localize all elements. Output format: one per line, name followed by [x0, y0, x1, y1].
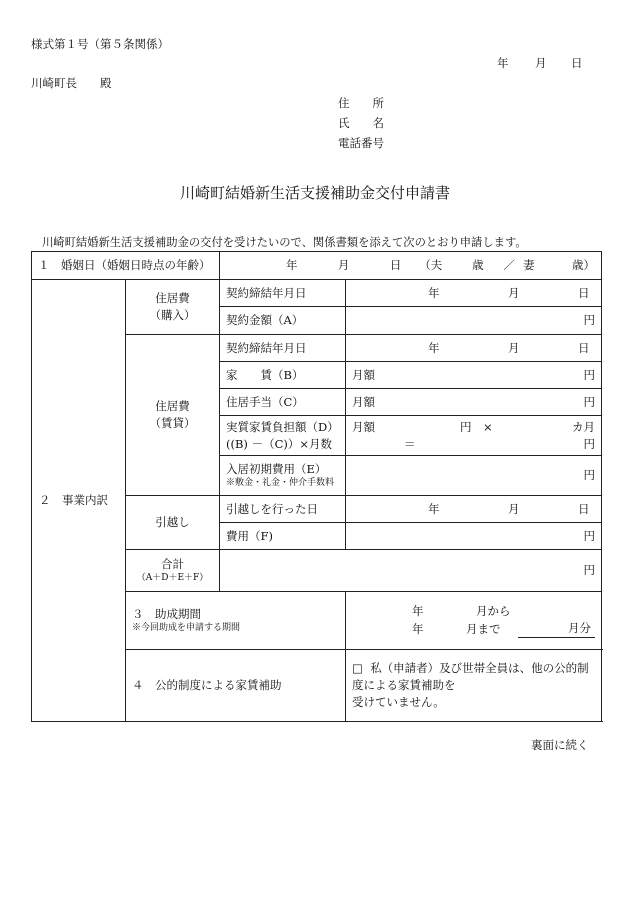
public-rent-assistance-label: ４ 公的制度による家賃補助	[126, 650, 346, 722]
initial-move-in-cost-field[interactable]: 円	[346, 456, 602, 496]
purchase-contract-date-row	[32, 280, 602, 307]
addressee: 川崎町長 殿	[31, 76, 112, 90]
months-count-field[interactable]: 月分	[518, 620, 595, 638]
rent-category: 住居費 （賃貸）	[126, 335, 220, 496]
initial-move-in-cost-label: 入居初期費用（E） ※敷金・礼金・仲介手数料	[220, 456, 346, 496]
purchase-contract-date-label: 契約締結年月日	[220, 280, 346, 307]
date-month: 月	[535, 56, 547, 70]
subsidy-period-label: ３ 助成期間 ※今回助成を申請する期間	[126, 592, 346, 650]
phone-label: 電話番号	[338, 136, 384, 150]
date-day: 日	[571, 56, 583, 70]
housing-allowance-field[interactable]: 月額 円	[346, 389, 602, 416]
document-title: 川崎町結婚新生活支援補助金交付申請書	[179, 184, 450, 202]
continued-on-back: 裏面に続く	[531, 738, 589, 752]
actual-rent-burden-field[interactable]: 月額 円 × カ月 ＝ 円	[346, 416, 602, 456]
marriage-month: 月	[337, 258, 350, 273]
slash: ／	[503, 258, 515, 273]
housing-allowance-label: 住居手当（C）	[220, 389, 346, 416]
moving-category: 引越し	[126, 496, 220, 550]
date-year: 年	[497, 56, 509, 70]
purchase-category: 住居費 （購入）	[126, 280, 220, 335]
public-rent-assistance-field	[346, 650, 602, 722]
declaration-checkbox[interactable]: □	[352, 661, 363, 676]
marriage-year: 年	[286, 258, 298, 273]
moving-date-label: 引越しを行った日	[220, 496, 346, 523]
form-number: 様式第１号（第５条関係）	[31, 37, 169, 51]
marriage-date-field[interactable]	[220, 252, 602, 280]
rent-contract-date-field[interactable]: 年 月 日	[346, 335, 602, 362]
total-label: 合計 （A＋D＋E＋F）	[126, 550, 220, 592]
total-field[interactable]: 円	[220, 550, 602, 592]
declaration-text-line2: 受けていません。	[352, 694, 445, 709]
intro-text: 川崎町結婚新生活支援補助金の交付を受けたいので、関係書類を添えて次のとおり申請します。	[42, 236, 527, 249]
subsidy-period-field[interactable]: 年 月から 年 月まで 月分	[346, 592, 602, 650]
wife-age-unit: 歳）	[572, 258, 595, 273]
actual-rent-burden-label: 実質家賃負担額（D） ((B) －（C)）×月数	[220, 416, 346, 456]
moving-cost-label: 費用（F)	[220, 523, 346, 550]
moving-date-field[interactable]: 年 月 日	[346, 496, 602, 523]
purchase-amount-label: 契約金額（A）	[220, 307, 346, 335]
rent-field[interactable]: 月額 円	[346, 362, 602, 389]
marriage-date-row	[32, 252, 602, 280]
wife-label: 妻	[523, 258, 535, 273]
husband-age-unit: 歳	[472, 258, 484, 273]
purchase-contract-date-field[interactable]: 年 月 日	[346, 280, 602, 307]
business-breakdown-label: ２ 事業内訳	[32, 280, 126, 722]
marriage-day: 日	[389, 258, 402, 273]
rent-label: 家 賃（B）	[220, 362, 346, 389]
application-table	[31, 251, 602, 722]
husband-label: （夫	[419, 258, 443, 273]
rent-contract-date-label: 契約締結年月日	[220, 335, 346, 362]
name-label: 氏 名	[338, 116, 384, 130]
declaration-text-line1: 私（申請者）及び世帯全員は、他の公的制度による家賃補助を	[352, 661, 589, 693]
marriage-date-label: １ 婚姻日（婚姻日時点の年齢）	[32, 252, 220, 280]
address-label: 住 所	[338, 96, 384, 110]
purchase-amount-field[interactable]: 円	[346, 307, 602, 335]
moving-cost-field[interactable]: 円	[346, 523, 602, 550]
